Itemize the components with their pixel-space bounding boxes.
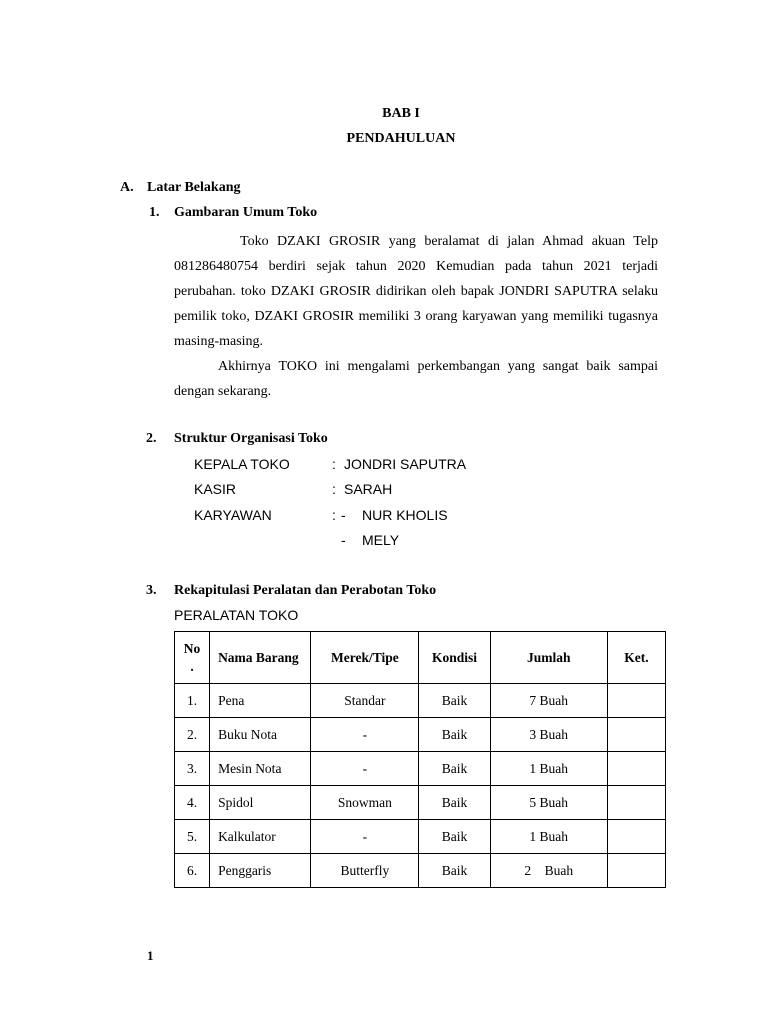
cell-merek: - bbox=[311, 820, 419, 854]
item2-number: 2. bbox=[146, 431, 157, 446]
cell-kondisi: Baik bbox=[419, 786, 490, 820]
cell-nama: Spidol bbox=[210, 786, 311, 820]
org-separator: : bbox=[332, 507, 336, 523]
section-a-title: Latar Belakang bbox=[147, 180, 241, 195]
cell-ket bbox=[607, 820, 665, 854]
chapter-number: BAB I bbox=[382, 106, 420, 121]
table-row bbox=[175, 786, 666, 820]
cell-merek: - bbox=[311, 718, 419, 752]
item1-body bbox=[174, 229, 658, 404]
cell-merek: Standar bbox=[311, 684, 419, 718]
cell-merek: - bbox=[311, 752, 419, 786]
cell-no: 6. bbox=[175, 854, 210, 888]
cell-jumlah: 5 Buah bbox=[490, 786, 607, 820]
cell-ket bbox=[607, 718, 665, 752]
org-dash: - bbox=[341, 532, 346, 548]
page-number: 1 bbox=[147, 948, 154, 963]
cell-jumlah: 2 Buah bbox=[490, 854, 607, 888]
header-no-line1: No bbox=[183, 640, 201, 656]
item3-number: 3. bbox=[146, 583, 157, 598]
cell-merek: Snowman bbox=[311, 786, 419, 820]
org-role: KASIR bbox=[194, 481, 237, 497]
cell-ket bbox=[607, 684, 665, 718]
org-name: SARAH bbox=[344, 481, 393, 497]
cell-nama: Mesin Nota bbox=[210, 752, 311, 786]
cell-nama: Kalkulator bbox=[210, 820, 311, 854]
cell-kondisi: Baik bbox=[419, 820, 490, 854]
cell-no: 4. bbox=[175, 786, 210, 820]
cell-kondisi: Baik bbox=[419, 718, 490, 752]
header-merek-tipe: Merek/Tipe bbox=[311, 632, 419, 684]
cell-jumlah: 7 Buah bbox=[490, 684, 607, 718]
cell-jumlah: 1 Buah bbox=[490, 752, 607, 786]
cell-ket bbox=[607, 786, 665, 820]
org-separator: : bbox=[332, 456, 336, 472]
org-role: KEPALA TOKO bbox=[194, 456, 290, 472]
paragraph-1: Toko DZAKI GROSIR yang beralamat di jalan Ahmad akuan Telp 081286480754 berdiri sejak tahun 2020 Kemudian pada tahun 2021 terjadi perubahan. toko DZAKI GROSIR didirikan oleh bapak JONDRI SAPUTRA selaku pemilik toko, DZAKI GROSIR memiliki 3 orang karyawan yang memiliki tugasnya masing-masing. bbox=[174, 234, 658, 349]
cell-kondisi: Baik bbox=[419, 684, 490, 718]
cell-no: 3. bbox=[175, 752, 210, 786]
cell-kondisi: Baik bbox=[419, 752, 490, 786]
equipment-table bbox=[174, 631, 666, 888]
cell-no: 1. bbox=[175, 684, 210, 718]
cell-jumlah: 3 Buah bbox=[490, 718, 607, 752]
table-caption: PERALATAN TOKO bbox=[174, 607, 299, 623]
item2-title: Struktur Organisasi Toko bbox=[174, 431, 328, 446]
cell-jumlah: 1 Buah bbox=[490, 820, 607, 854]
org-role: KARYAWAN bbox=[194, 507, 272, 523]
cell-nama: Penggaris bbox=[210, 854, 311, 888]
header-jumlah: Jumlah bbox=[490, 632, 607, 684]
table-row bbox=[175, 752, 666, 786]
cell-ket bbox=[607, 752, 665, 786]
cell-ket bbox=[607, 854, 665, 888]
org-separator: : bbox=[332, 481, 336, 497]
org-name: JONDRI SAPUTRA bbox=[344, 456, 467, 472]
cell-nama: Pena bbox=[210, 684, 311, 718]
table-row bbox=[175, 820, 666, 854]
cell-no: 2. bbox=[175, 718, 210, 752]
table-row bbox=[175, 684, 666, 718]
org-name: MELY bbox=[362, 532, 400, 548]
item1-title: Gambaran Umum Toko bbox=[174, 205, 318, 220]
cell-nama: Buku Nota bbox=[210, 718, 311, 752]
table-row bbox=[175, 854, 666, 888]
chapter-title: PENDAHULUAN bbox=[346, 131, 456, 146]
header-nama-barang: Nama Barang bbox=[210, 632, 311, 684]
cell-no: 5. bbox=[175, 820, 210, 854]
cell-merek: Butterfly bbox=[311, 854, 419, 888]
header-no-line2: . bbox=[190, 658, 194, 674]
header-ket: Ket. bbox=[607, 632, 665, 684]
header-kondisi: Kondisi bbox=[419, 632, 490, 684]
paragraph-2: Akhirnya TOKO ini mengalami perkembangan yang sangat baik sampai dengan sekarang. bbox=[174, 359, 658, 399]
table-header-row bbox=[175, 632, 666, 684]
header-no bbox=[175, 632, 210, 684]
org-dash: - bbox=[341, 507, 346, 523]
org-name: NUR KHOLIS bbox=[362, 507, 448, 523]
item3-title: Rekapitulasi Peralatan dan Perabotan Toko bbox=[174, 583, 437, 598]
cell-kondisi: Baik bbox=[419, 854, 490, 888]
item1-number: 1. bbox=[149, 205, 160, 220]
table-row bbox=[175, 718, 666, 752]
section-a-marker: A. bbox=[120, 180, 134, 195]
